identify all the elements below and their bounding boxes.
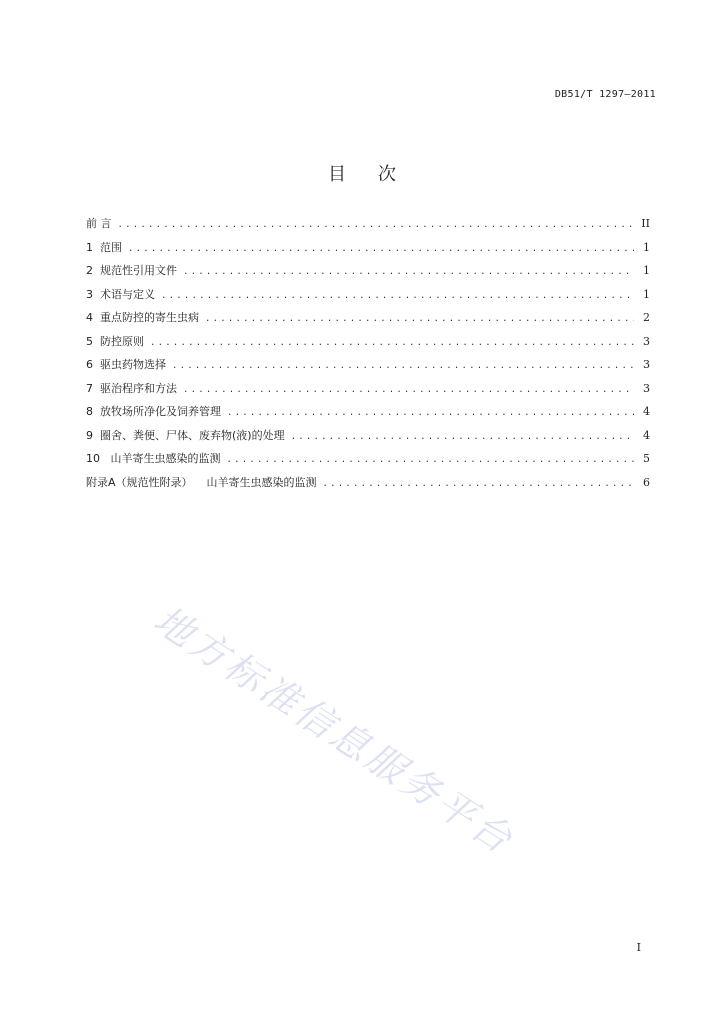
toc-leader-dots [172,359,634,373]
toc-label: 前 言 [86,217,112,230]
toc-leader-dots [323,477,634,491]
toc-entry-3[interactable] [86,288,650,312]
toc-entry-7[interactable] [86,382,650,406]
toc-leader-dots [227,406,634,420]
toc-page-number: 5 [643,452,650,465]
toc-leader-dots [291,430,634,444]
toc-leader-dots [183,383,634,397]
toc-label: 范围 [100,240,122,254]
toc-number: 10 [86,452,111,465]
toc-entry-4[interactable] [86,311,650,335]
toc-page-number: 6 [643,475,650,489]
toc-page-number: 2 [643,311,650,324]
toc-leader-dots [205,312,634,326]
toc-entry-appendix-a[interactable] [86,476,650,500]
toc-leader-dots [128,242,634,256]
toc-page-number: 3 [643,381,650,395]
toc-leader-dots [118,218,635,232]
document-code: DB51/T 1297—2011 [554,89,656,100]
toc-number: 5 [86,334,100,348]
toc-label: 驱治程序和方法 [100,381,177,395]
toc-number: 4 [86,311,100,324]
toc-label: 重点防控的寄生虫病 [100,311,199,324]
toc-label: 圈舍、粪便、尸体、废弃物(液)的处理 [100,428,285,442]
toc-label: 术语与定义 [100,287,155,301]
toc-label: 山羊寄生虫感染的监测 [110,452,221,465]
toc-number: 8 [86,405,100,418]
toc-leader-dots [150,336,634,350]
toc-entry-8[interactable] [86,405,650,429]
toc-entry-6[interactable] [86,358,650,382]
toc-page-number: 1 [643,240,650,254]
toc-label: 规范性引用文件 [100,264,177,277]
toc-page-number: 1 [643,287,650,301]
page-title: 目次 [328,164,428,185]
toc-page-number: 3 [643,334,650,348]
toc-entry-9[interactable] [86,429,650,453]
toc-leader-dots [227,453,635,467]
toc-entry-foreword[interactable] [86,217,650,241]
toc-number: 6 [86,358,100,371]
toc-page-number: II [641,217,650,230]
toc-page-number: 4 [643,428,650,442]
toc-number: 2 [86,264,100,277]
toc-page-number: 3 [643,358,650,371]
toc-entry-2[interactable] [86,264,650,288]
toc-entry-1[interactable] [86,241,650,265]
toc-entry-10[interactable] [86,452,650,476]
toc-leader-dots [161,289,634,303]
toc-entry-5[interactable] [86,335,650,359]
toc-label: 防控原则 [100,334,144,348]
toc-label: 驱虫药物选择 [100,358,166,371]
footer-page-number: I [636,941,641,954]
toc-number: 3 [86,287,100,301]
watermark-text: 地方标准信息服务平台 [146,597,523,864]
toc-number: 9 [86,428,100,442]
toc-number: 7 [86,381,100,395]
toc-label: 放牧场所净化及饲养管理 [100,405,221,418]
toc-page-number: 4 [643,405,650,418]
toc-number: 1 [86,240,100,254]
toc-leader-dots [183,265,634,279]
toc-label: 附录A（规范性附录） 山羊寄生虫感染的监测 [86,475,317,489]
toc-page-number: 1 [643,264,650,277]
table-of-contents [86,217,650,499]
